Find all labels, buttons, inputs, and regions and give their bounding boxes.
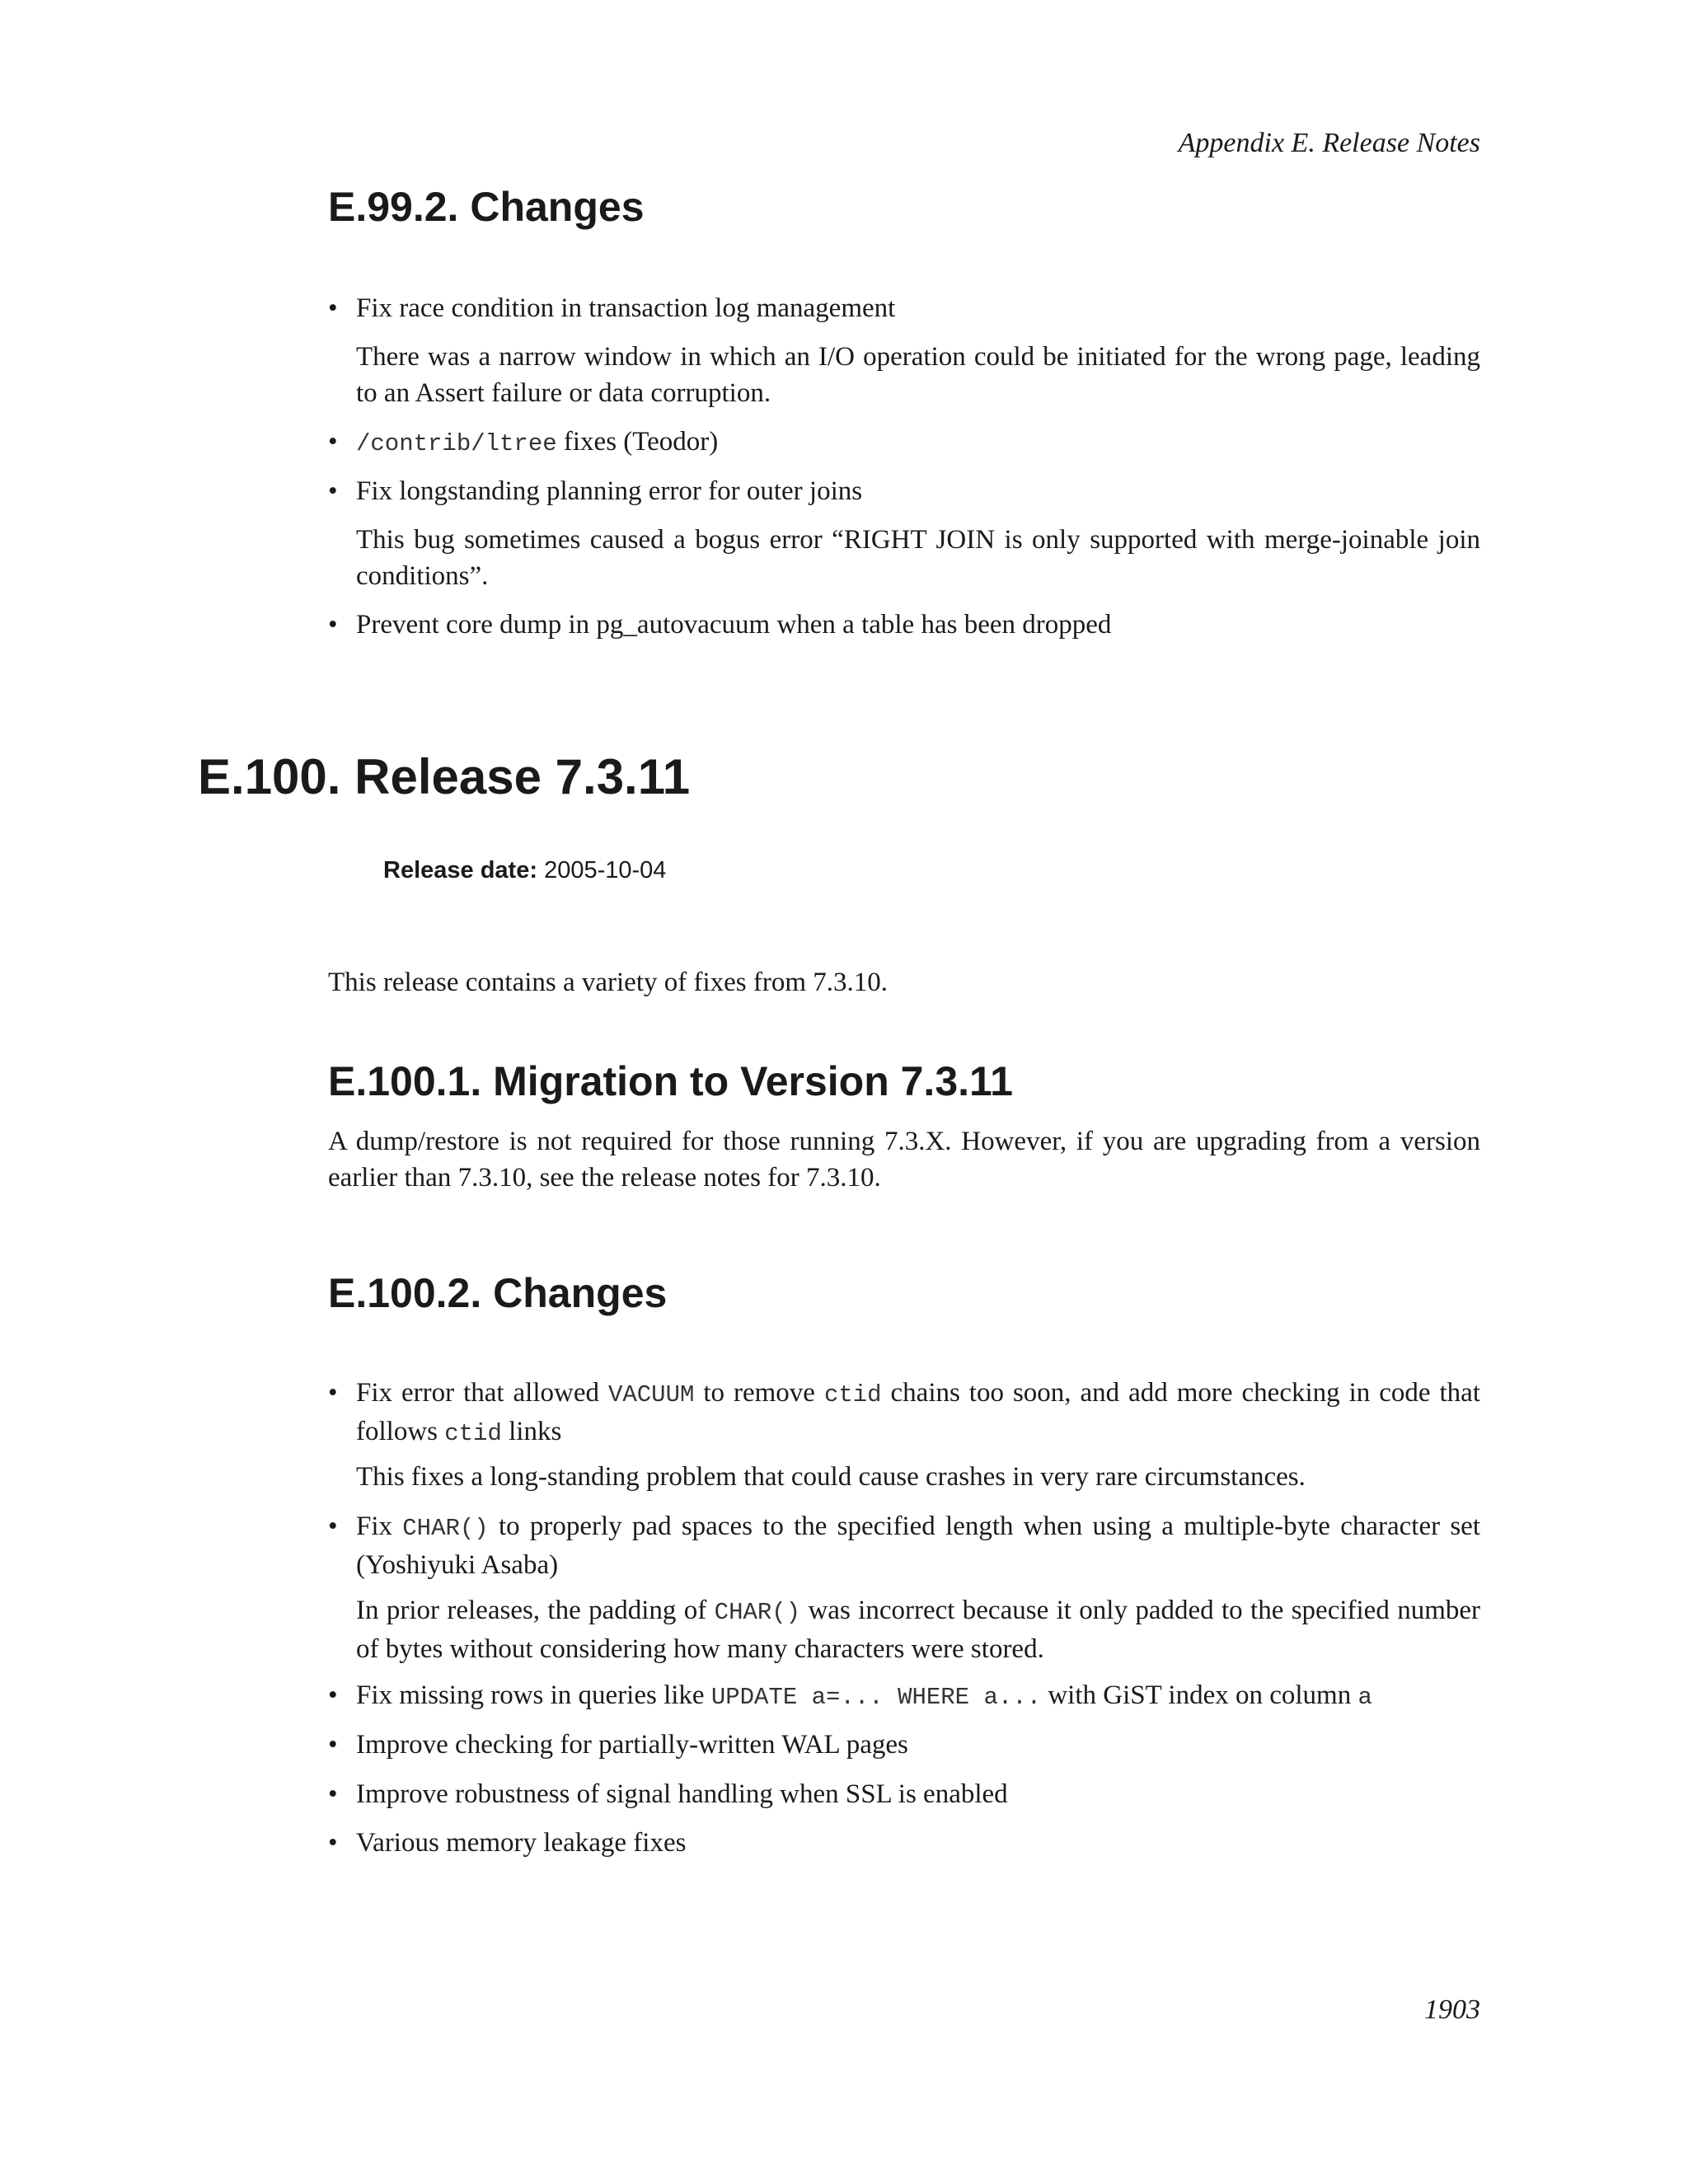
list-item-text: Improve robustness of signal handling when SSL is enabled <box>356 1779 1008 1809</box>
list-item <box>328 1776 1480 1812</box>
section-heading-e99-2: E.99.2. Changes <box>328 184 645 230</box>
list-item-text: Various memory leakage fixes <box>356 1828 687 1858</box>
migration-text: A dump/restore is not required for those running 7.3.X. However, if you are upgrading from a version earlier than 7.3.10, see the release notes for 7.3.10. <box>328 1127 1480 1193</box>
list-item <box>328 1508 1480 1583</box>
list-item <box>328 1677 1480 1716</box>
list-item <box>328 1375 1480 1452</box>
list-item-text: Fix missing rows in queries like UPDATE a=... WHERE a... with GiST index on column a <box>356 1680 1372 1711</box>
list-item <box>328 473 1480 509</box>
bullet-icon: • <box>328 293 338 323</box>
release-intro: This release contains a variety of fixes from 7.3.10. <box>328 968 889 997</box>
section-heading-migration: E.100.1. Migration to Version 7.3.11 <box>328 1058 1013 1104</box>
list-item <box>328 607 1480 643</box>
list-item <box>328 1825 1480 1861</box>
bullet-icon: • <box>328 1828 338 1858</box>
list-item-text: Fix longstanding planning error for outer joins <box>356 476 863 506</box>
bullet-icon: • <box>328 427 338 457</box>
code-ltree: /contrib/ltree <box>356 430 557 457</box>
bullet-icon: • <box>328 1680 338 1710</box>
bullet-icon: • <box>328 1730 338 1760</box>
list-item-text: Improve checking for partially-written WAL pages <box>356 1730 908 1760</box>
bullet-icon: • <box>328 1378 338 1408</box>
list-item-detail: There was a narrow window in which an I/O operation could be initiated for the wrong page, leading to an Assert failure or data corruption. <box>356 342 1480 408</box>
list-item <box>328 290 1480 326</box>
list-item-text: Fix CHAR() to properly pad spaces to the specified length when using a multiple-byte character set (Yoshiyuki Asaba) <box>356 1511 1480 1580</box>
page-number: 1903 <box>1424 1994 1480 2025</box>
release-date-value: 2005-10-04 <box>544 857 667 883</box>
release-heading: E.100. Release 7.3.11 <box>198 749 691 804</box>
release-date-label: Release date: <box>383 857 537 883</box>
list-item-text: Fix error that allowed VACUUM to remove ctid chains too soon, and add more checking in code that follows ctid links <box>356 1378 1480 1447</box>
list-item-text: Prevent core dump in pg_autovacuum when a table has been dropped <box>356 610 1112 640</box>
running-header: Appendix E. Release Notes <box>1178 128 1480 158</box>
bullet-icon: • <box>328 1511 338 1541</box>
list-item-detail: This fixes a long-standing problem that could cause crashes in very rare circumstances. <box>356 1462 1306 1492</box>
bullet-icon: • <box>328 610 338 640</box>
section-heading-changes: E.100.2. Changes <box>328 1270 668 1316</box>
list-item-detail: This bug sometimes caused a bogus error “RIGHT JOIN is only supported with merge-joinable join conditions”. <box>356 525 1480 591</box>
release-date <box>383 857 666 884</box>
bullet-icon: • <box>328 1779 338 1809</box>
list-item-text: /contrib/ltree fixes (Teodor) <box>356 427 719 457</box>
list-item <box>328 1727 1480 1763</box>
bullet-icon: • <box>328 476 338 506</box>
list-item-text: Fix race condition in transaction log management <box>356 293 896 323</box>
list-item <box>328 424 1480 462</box>
list-item-detail: In prior releases, the padding of CHAR() was incorrect because it only padded to the specified number of bytes without considering how many characters were stored. <box>356 1596 1480 1664</box>
